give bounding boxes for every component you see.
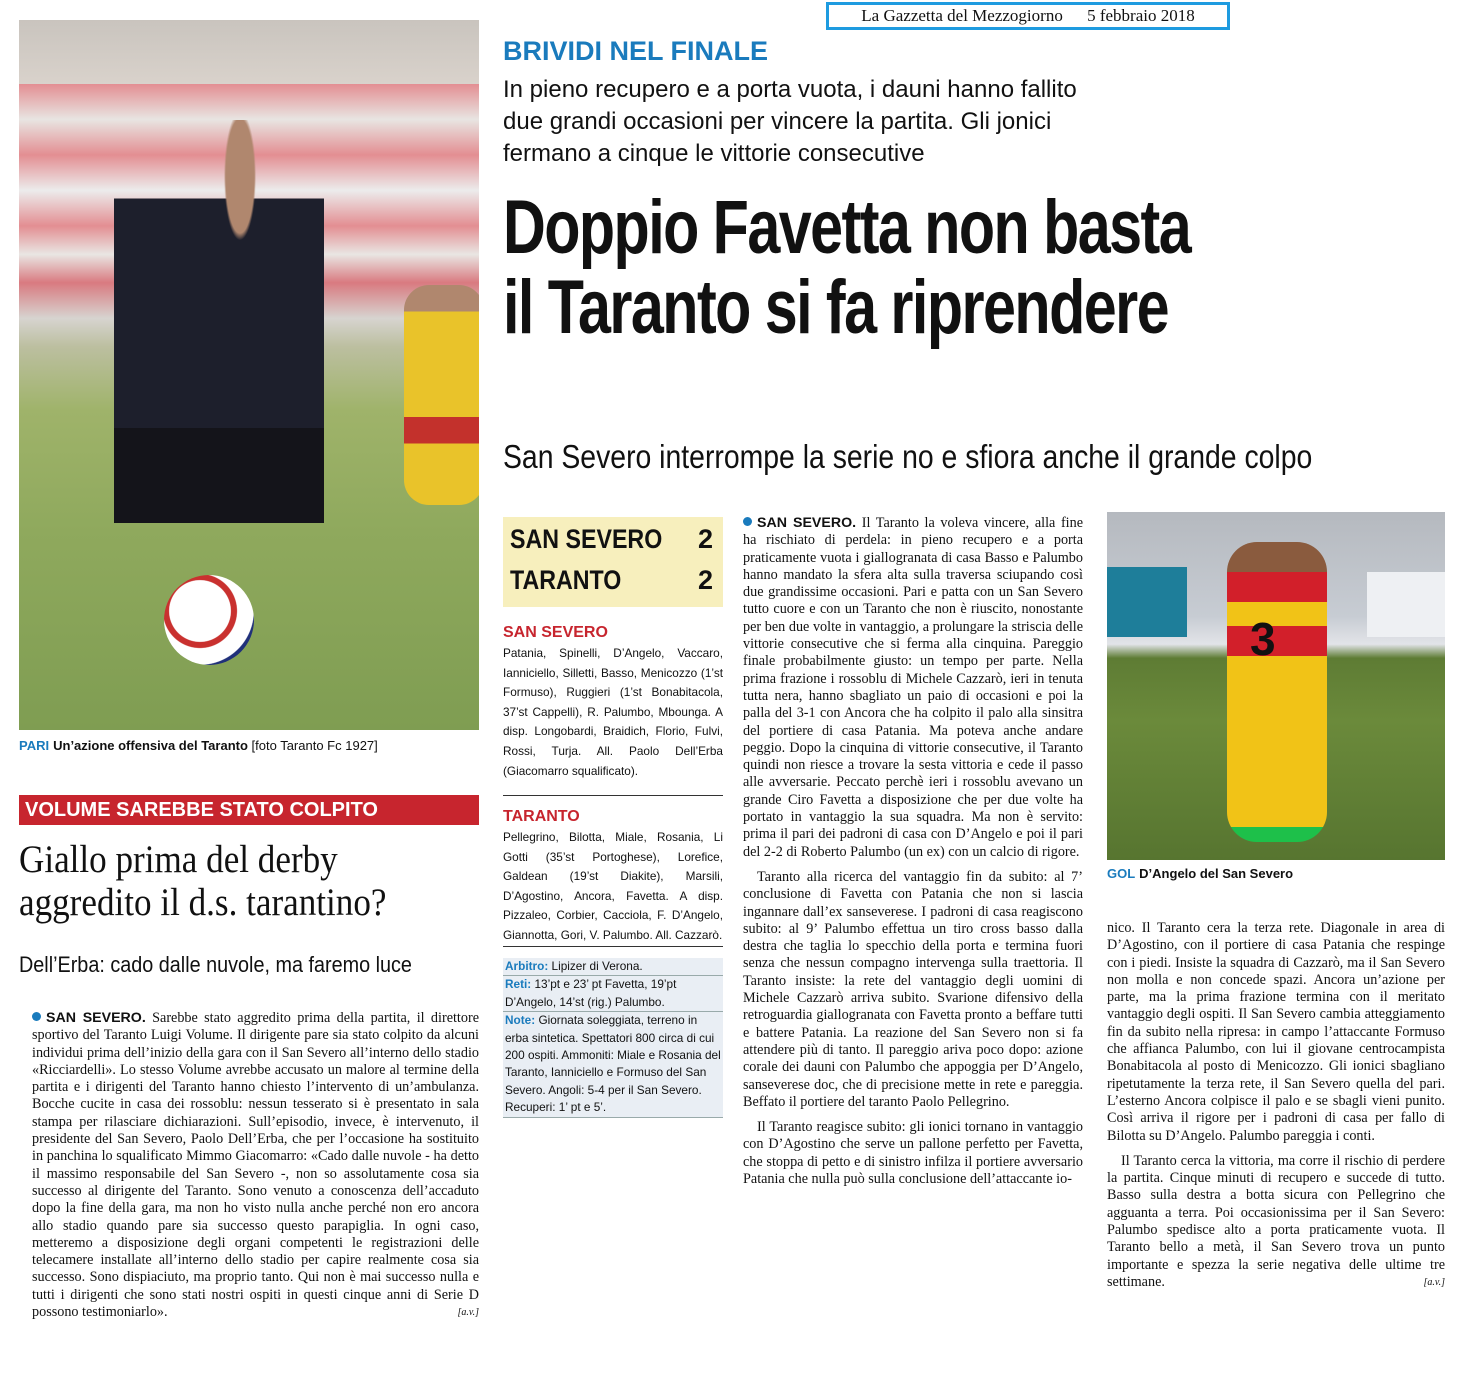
- fact-label: Reti:: [505, 977, 532, 992]
- masthead-paper: La Gazzetta del Mezzogiorno: [861, 6, 1063, 25]
- shirt-number: 3: [1250, 613, 1276, 665]
- deck-line: In pieno recupero e a porta vuota, i dauni hanno fallito: [503, 76, 1077, 103]
- bullet-dot: [743, 517, 752, 526]
- caption-text: Un’azione offensiva del Taranto: [53, 738, 248, 753]
- fact-referee: [503, 958, 723, 976]
- photo-player-figure: [1227, 542, 1327, 842]
- side-article-band: VOLUME SAREBBE STATO COLPITO: [19, 795, 479, 825]
- deck-line: due grandi occasioni per vincere la partita. Gli jonici: [503, 108, 1052, 135]
- fact-value: Lipizer di Verona.: [551, 959, 643, 973]
- main-photo-caption: [19, 738, 378, 753]
- side-article-body: [32, 1010, 479, 1329]
- side-photo: [1107, 512, 1445, 860]
- side-article-headline: [19, 838, 386, 924]
- paragraph: Il Taranto reagisce subito: gli ionici tornano in vantaggio con D’Agostino che serve un pallone perfetto per Favetta, che stoppa di petto e di sinistro infilza il portiere avversario Patania che nulla può sulla conclusione dell’attaccante io-: [743, 1119, 1083, 1187]
- subhead: San Severo interrompe la serie no e sfiora anche il grande colpo: [503, 438, 1313, 475]
- photo-ball: [164, 575, 254, 665]
- main-photo: [19, 20, 479, 730]
- photo-billboard: [1367, 572, 1445, 637]
- divider: [503, 946, 723, 947]
- headline-line: il Taranto si fa riprendere: [503, 265, 1169, 350]
- paragraph-text: Il Taranto cerca la vittoria, ma corre il rischio di perdere la partita. Cinque minuti di recupero e succede di tutto. Basso sulla destra a botta sicura con Pellegrino che agguanta a terra. Poi occasionissima per il San Severo: Palumbo spedisce alto a porta praticamente vuota. Il Taranto bello a metà, il San Severo trova un punto importante e spezza la serie negativa delle ultime tre settimane.: [1107, 1152, 1445, 1290]
- side-photo-caption: [1107, 866, 1293, 881]
- headline: [503, 185, 1191, 350]
- fact-notes: [503, 1012, 723, 1117]
- photo-billboard: [1107, 567, 1187, 637]
- lineup-home-title: SAN SEVERO: [503, 624, 608, 641]
- away-team: TARANTO: [510, 565, 622, 595]
- caption-tag: PARI: [19, 738, 50, 753]
- fact-label: Arbitro:: [505, 959, 549, 973]
- divider: [503, 795, 723, 796]
- lineup-home: Patania, Spinelli, D’Angelo, Vaccaro, Ianniciello, Silletti, Basso, Menicozzo (1’st Formuso), Ruggieri (1’st Bonabitacola, 37’st Cappelli), R. Palumbo, Mbounga. A disp. Longobardi, Braidich, Florio, Fulvi, Rossi, Turja. All. Paolo Dell’Erba (Giacomarro squalificato).: [503, 646, 723, 778]
- paragraph: Il Taranto la voleva vincere, alla fine ha rischiato di perdela: in pieno recupero e a porta praticamente vuota i giallogranata di casa Basso e Palumbo hanno mandato la sfera alta sulla traversa sciupando così due grandissime occasioni. Pari e patta con un San Severo tutto cuore e con un Taranto che non è riuscito, nonostante per ben due volte in vantaggio, a prolungare la striscia delle vittorie consecutive che si ferma alla cinquina. Pareggio finale probabilmente giusto: un tempo per parte. Nella prima frazione i rossoblu di Michele Cazzarò, ieri in tenuta tutta nera, hanno sbagliato un paio di occasioni e poi la palla del 3-1 con Ancora che ha colpito il palo alla sinsitra del portiere di casa Patania. Ma poteva anche andare peggio. Dopo la cinquina di vittorie consecutive, il Taranto quindi non riesce a trovare la sesta vittoria e cede il passo alle avversarie. Peccato perchè ieri i rossoblu avevano un grande Ciro Favetta a disposizione che per due volte ha portato in vantaggio la sua squadra. Ma non è servito: prima il pari dei padroni di casa con D’Angelo e poi il pari del 2-2 di Roberto Palumbo (un ex) con un calcio di rigore.: [743, 515, 1084, 860]
- caption-tag: GOL: [1107, 866, 1136, 881]
- paragraph: nico. Il Taranto cera la terza rete. Diagonale in area di D’Agostino, con il portiere di casa Patania che respinge con i piedi. Insiste la squadra di Cazzarò, ma il San Severo non molla e non concede spazi. Ancora un’azione per parte, ma la prima frazione termina con il meritato vantaggio degli ospiti. Il San Severo cambia atteggiamento fin da subito nella ripresa: in campo l’attaccante Formuso che affianca Palumbo, con lui il giovane centrocampista Bonabitacola al posto di Menicozzo. Gli ionici sbagliano ripetutamente la terza rete, il San Severo quella del pari. L’esterno Ancora colpisce il palo e se sbagli vieni punito. Così arriva il rigore per i padroni di casa per fallo di Bilotta su D’Angelo. Palumbo pareggia i conti.: [1107, 920, 1445, 1144]
- side-article-subhead: Dell’Erba: cado dalle nuvole, ma faremo luce: [19, 952, 412, 977]
- home-goals: 2: [697, 524, 713, 554]
- fact-goals: [503, 976, 723, 1012]
- headline-line: Doppio Favetta non basta: [503, 185, 1191, 270]
- fact-label: Note:: [505, 1013, 536, 1028]
- photo-opponent-figure: [404, 285, 479, 505]
- home-team: SAN SEVERO: [510, 524, 663, 554]
- side-headline-line: aggredito il d.s. tarantino?: [19, 881, 387, 924]
- main-article-column-1: [743, 515, 1083, 1196]
- signature: [a.v.]: [1423, 1276, 1445, 1288]
- paragraph: [1107, 1153, 1445, 1291]
- caption-credit: [foto Taranto Fc 1927]: [251, 738, 378, 753]
- match-facts: [503, 958, 723, 1118]
- masthead-date: 5 febbraio 2018: [1087, 6, 1195, 25]
- score-box: [503, 517, 723, 607]
- away-goals: 2: [697, 565, 713, 595]
- caption-text: D’Angelo del San Severo: [1139, 866, 1294, 881]
- fact-value: 13’pt e 23’ pt Favetta, 19’pt D’Angelo, 14’st (rig.) Palumbo.: [505, 977, 677, 1009]
- masthead: [826, 2, 1230, 30]
- kicker: BRIVIDI NEL FINALE: [503, 36, 769, 66]
- side-headline-line: Giallo prima del derby: [19, 838, 338, 881]
- deck: [503, 74, 1143, 170]
- dateline: SAN SEVERO.: [46, 1010, 146, 1026]
- fact-value: Giornata soleggiata, terreno in erba sintetica. Spettatori 800 circa di cui 200 ospiti. Ammoniti: Miale e Rosania del Taranto, Ianniciello e Formuso del San Severo. Angoli: 5-4 per il San Severo. Recuperi: 1’ pt e 5’.: [505, 1013, 721, 1115]
- bullet-dot: [32, 1012, 41, 1021]
- lineup-away-title: TARANTO: [503, 808, 580, 825]
- signature: [a.v.]: [457, 1307, 479, 1319]
- dateline: SAN SEVERO.: [757, 515, 857, 531]
- lineup-away: Pellegrino, Bilotta, Miale, Rosania, Li Gotti (35’st Portoghese), Lorefice, Galdean (19’st Diakite), Marsili, D’Agostino, Ancora, Favetta. A disp. Pizzaleo, Corbier, Cacciola, F. D’Angelo, Giannotta, Gori, V. Palumbo. All. Cazzarò.: [503, 830, 723, 942]
- main-article-column-2: [1107, 920, 1445, 1299]
- side-article-text: Sarebbe stato aggredito prima della partita, il direttore sportivo del Taranto Luigi Volume. Il dirigente pare sia stato colpito da alcuni individui prima dell’inizio della gara con il San Severo all’interno dello stadio «Ricciardelli». Lo stesso Volume avrebbe accusato un malore al termine della partita e i dirigenti del Taranto hanno chiesto l’intervento di un’ambulanza. Bocche cucite in casa dei rossoblu: nessun tesserato si è presentato in sala stampa per rilasciare dichiarazioni. Sull’episodio, invece, è intervenuto, il presidente del San Severo, Paolo Dell’Erba, che per l’occasione ha sostituito in panchina lo squalificato Mimmo Giacomarro: «Cado dalle nuvole - ha detto il massimo responsabile del San Severo -, non so assolutamente cosa sia successo al dirigente del Taranto. Sono venuto a conoscenza dell’accaduto dopo la fine della gara, ma non ho visto nulla anche perché non ero ancora allo stadio quando pare sia successo questo parapiglia. In ogni caso, metteremo a disposizione degli organi competenti le registrazioni delle telecamere installate all’interno dello stadio per capire realmente cosa sia successo. Sono dispiaciuto, ma proprio tanto. Qui non è mai successo nulla e tutti i dirigenti che sono stati nostri ospiti in questi cinque anni di Serie D possono testimoniarlo».: [32, 1010, 479, 1321]
- deck-line: fermano a cinque le vittorie consecutive: [503, 140, 925, 167]
- paragraph: Taranto alla ricerca del vantaggio fin da subito: al 7’ conclusione di Favetta con Patania che non si lascia ingannare dall’ex sanseverese. I padroni di casa reagiscono subito: al 9’ Palumbo effettua un tiro cross basso dalla destra che taglia lo specchio della porta e termina fuori senza che nessun compagno intervenga sulla traettoria. Il Taranto insiste: la rete del vantaggio degli uomini di Michele Cazzarò arriva subito. Svarione difensivo della retroguardia giallogranata con Favetta pronto a beffare tutti e battere Patania. La reazione del San Severo non si fa attendere più di tanto. Il pareggio ariva poco dopo: azione corale dei dauni con Palumbo che appoggia per D’Angelo, sanseverese doc, che di precisione mette in rete e pareggia. Beffato il portiere del taranto Paolo Pellegrino.: [743, 868, 1083, 1110]
